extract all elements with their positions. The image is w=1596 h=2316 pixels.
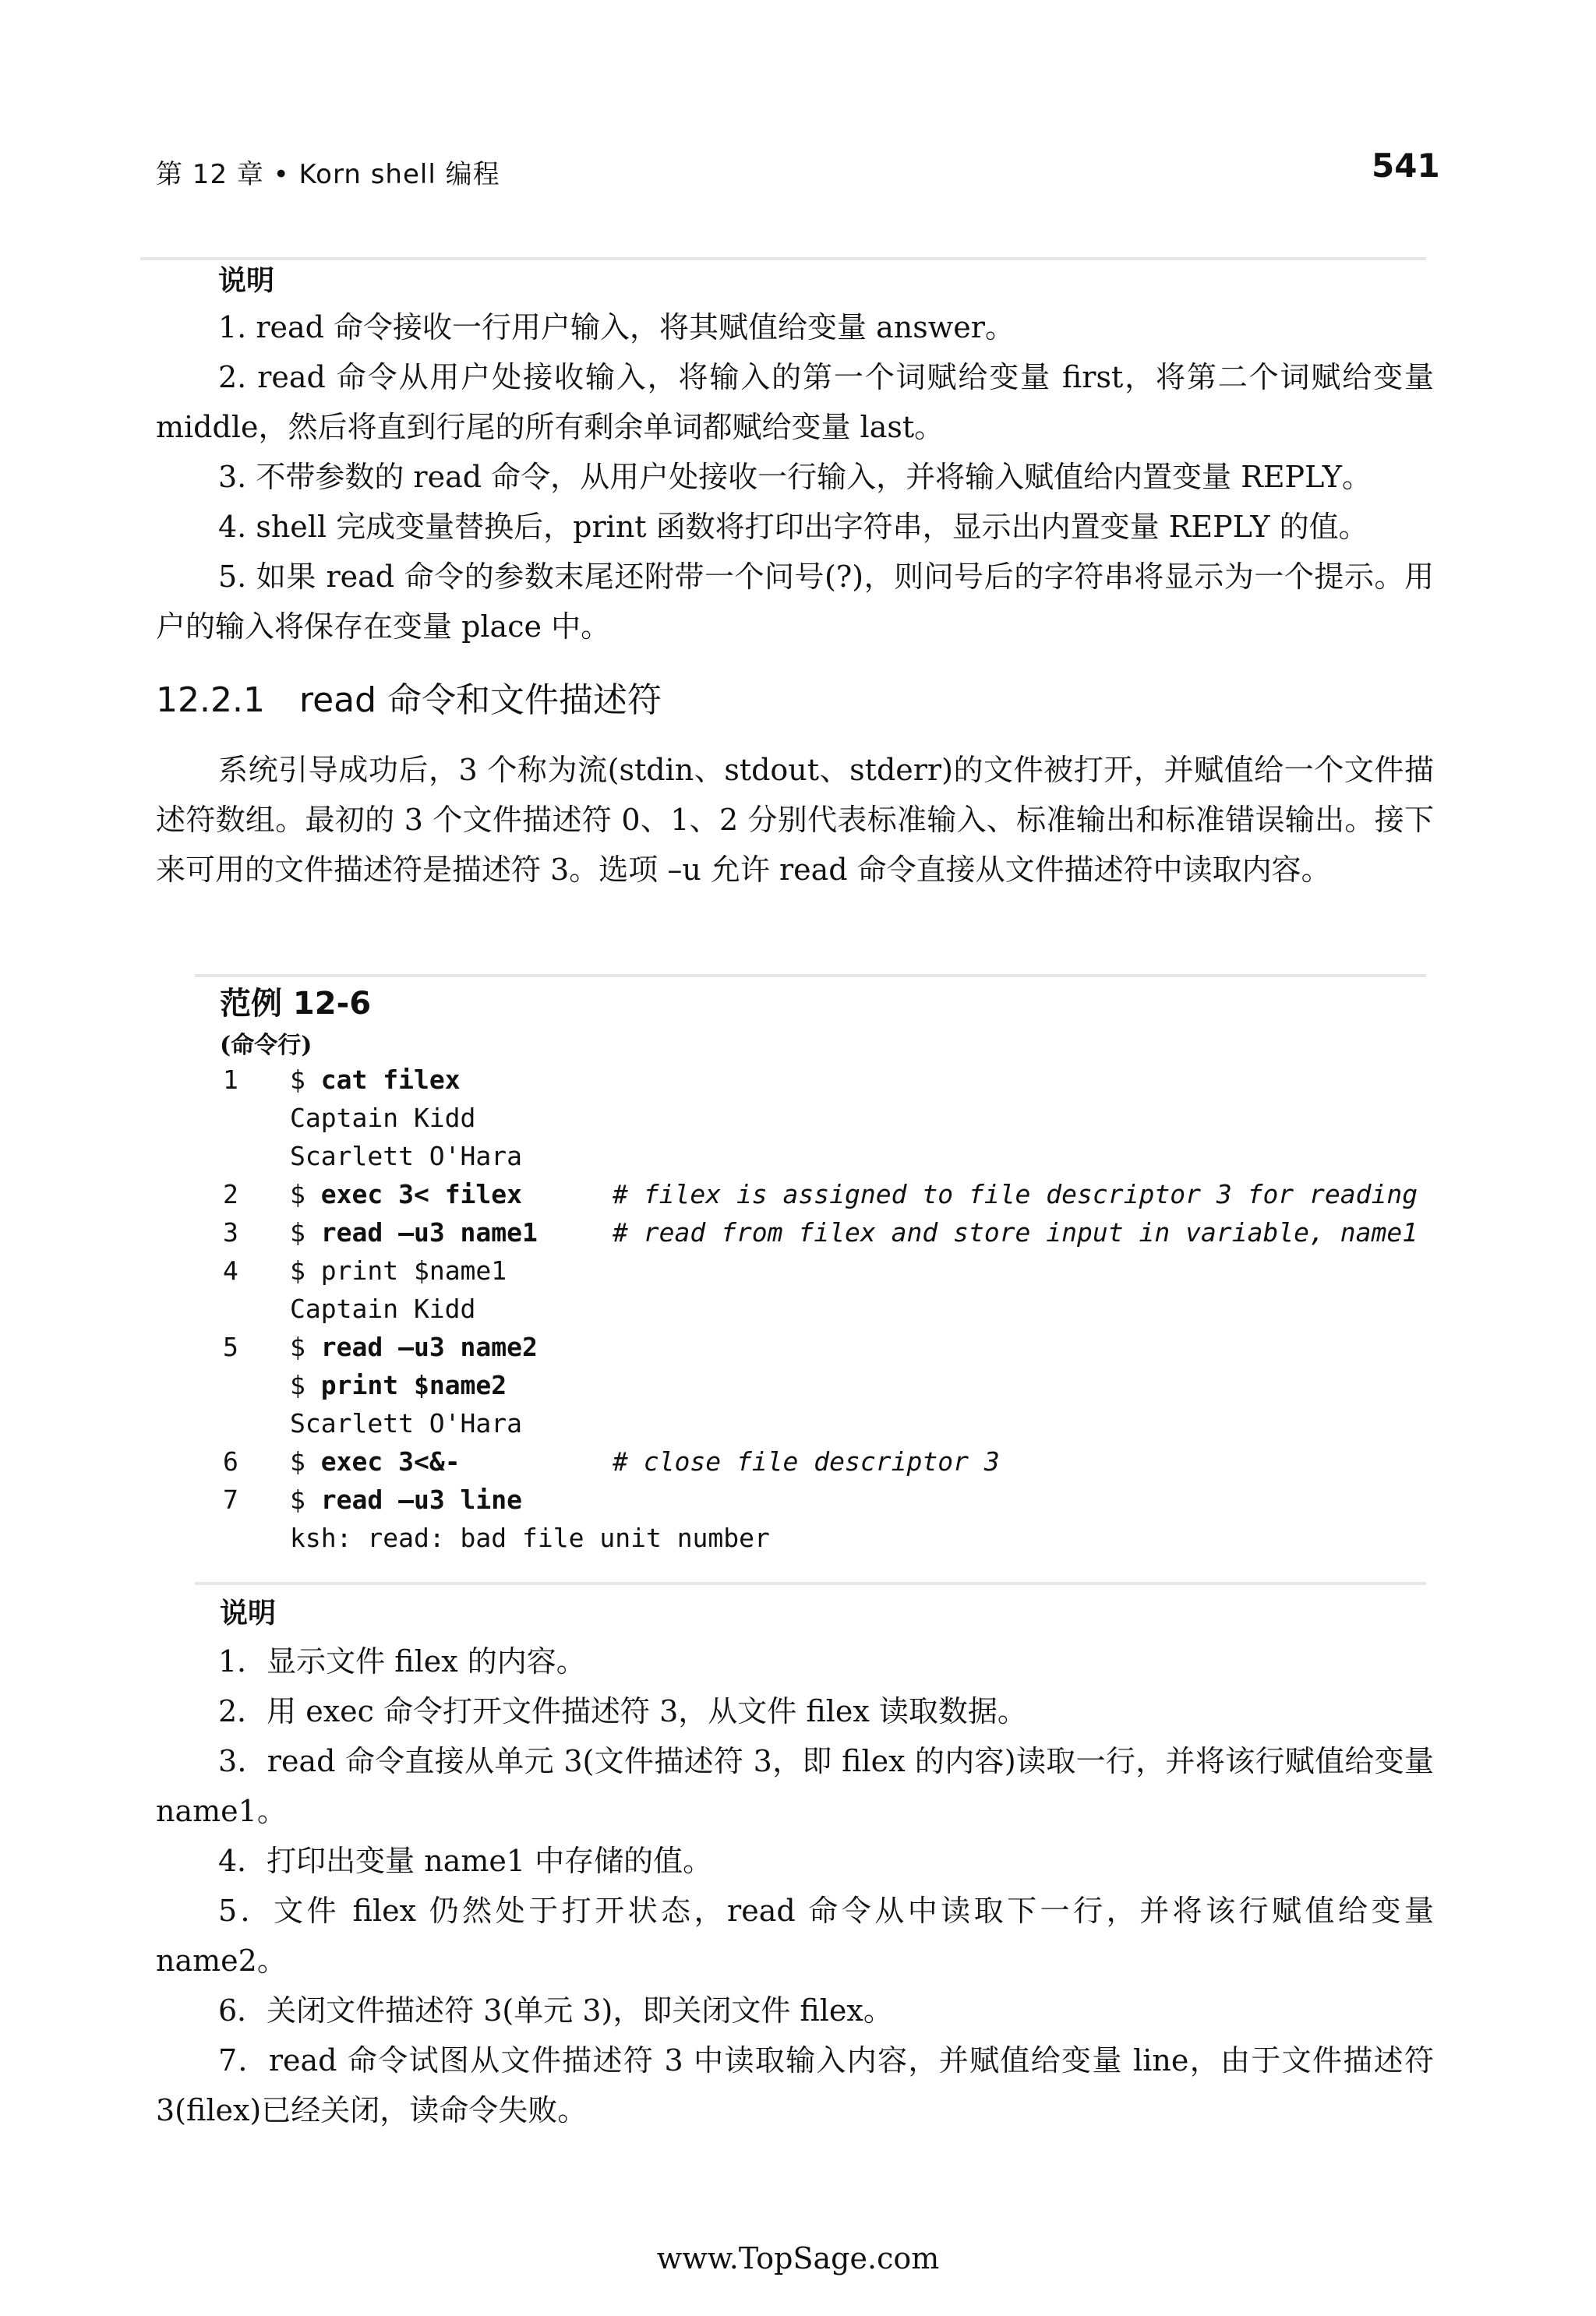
code-line	[290, 1370, 507, 1400]
code-line-number: 4	[223, 1255, 238, 1286]
code-text: exec 3<&-	[320, 1446, 461, 1477]
code-comment: # close file descriptor 3	[613, 1446, 1000, 1477]
section-body: 系统引导成功后，3 个称为流(stdin、stdout、stderr)的文件被打开，并赋值给一个文件描述符数组。最初的 3 个文件描述符 0、1、2 分别代表标准输入、标准输出和标准错误输出。接下来可用的文件描述符是描述符 3。选项 –u 允许 read 命令直接从文件描述符中读取内容。	[156, 753, 1434, 887]
code-text: ksh: read: bad file unit number	[290, 1523, 770, 1553]
code-text: exec 3< filex	[320, 1179, 523, 1209]
code-text: read –u3 line	[320, 1485, 523, 1515]
code-prompt: $	[290, 1446, 321, 1477]
code-prompt: $	[290, 1255, 321, 1286]
explanation-item: 1．显示文件 filex 的内容。	[218, 1644, 586, 1679]
section-title: 12.2.1 read 命令和文件描述符	[156, 680, 662, 720]
explanation-item: 2. read 命令从用户处接收输入，将输入的第一个词赋给变量 first，将第二个词赋给变量 middle，然后将直到行尾的所有剩余单词都赋给变量 last。	[156, 360, 1434, 444]
explanation-item: 2．用 exec 命令打开文件描述符 3，从文件 filex 读取数据。	[218, 1694, 1027, 1728]
code-text: Scarlett O'Hara	[290, 1408, 523, 1439]
explanation-item: 1. read 命令接收一行用户输入，将其赋值给变量 answer。	[218, 310, 1015, 344]
code-text: print $name1	[320, 1255, 507, 1286]
code-line	[290, 1141, 522, 1171]
explanation-item: 3．read 命令直接从单元 3(文件描述符 3，即 filex 的内容)读取一行，并将该行赋值给变量 name1。	[156, 1744, 1434, 1828]
scan-noise	[195, 974, 1426, 977]
code-line	[290, 1332, 538, 1362]
scan-noise	[140, 257, 1426, 260]
code-line-number: 2	[223, 1179, 238, 1209]
code-line	[290, 1446, 461, 1477]
code-text: read –u3 name2	[320, 1332, 538, 1362]
code-text: Scarlett O'Hara	[290, 1141, 523, 1171]
code-line-number: 5	[223, 1332, 238, 1362]
code-text: print $name2	[320, 1370, 507, 1400]
code-line	[290, 1485, 522, 1515]
code-line	[290, 1294, 475, 1324]
scan-noise	[195, 1582, 1426, 1585]
code-text: Captain Kidd	[290, 1294, 476, 1324]
code-comment: # filex is assigned to file descriptor 3 for reading	[613, 1179, 1418, 1209]
explanation-item: 5. 如果 read 命令的参数末尾还附带一个问号(?)，则问号后的字符串将显示为一个提示。用户的输入将保存在变量 place 中。	[156, 560, 1434, 644]
code-prompt: $	[290, 1332, 321, 1362]
explanation-item: 5．文件 filex 仍然处于打开状态，read 命令从中读取下一行，并将该行赋值给变量 name2。	[156, 1894, 1434, 1978]
code-prompt: $	[290, 1064, 321, 1095]
explanation-item: 6．关闭文件描述符 3(单元 3)，即关闭文件 filex。	[218, 1993, 893, 2028]
code-line	[290, 1408, 522, 1439]
code-text: cat filex	[320, 1064, 461, 1095]
code-line	[290, 1255, 507, 1286]
explanation-item: 4．打印出变量 name1 中存储的值。	[218, 1844, 713, 1878]
code-prompt: $	[290, 1217, 321, 1248]
code-line-number: 6	[223, 1446, 238, 1477]
example-title: 范例 12-6	[220, 986, 372, 1022]
code-comment: # read from filex and store input in variable, name1	[613, 1217, 1418, 1248]
code-line	[290, 1179, 522, 1209]
explanation-heading: 说明	[220, 1598, 277, 1629]
code-prompt: $	[290, 1485, 321, 1515]
explanation-item: 3. 不带参数的 read 命令，从用户处接收一行输入，并将输入赋值给内置变量 REPLY。	[218, 460, 1372, 494]
code-prompt: $	[290, 1179, 321, 1209]
code-prompt: $	[290, 1370, 321, 1400]
code-text: Captain Kidd	[290, 1103, 476, 1133]
footer-url: www.TopSage.com	[656, 2241, 940, 2275]
code-line	[290, 1103, 475, 1133]
code-line	[290, 1064, 461, 1095]
code-line	[290, 1217, 538, 1248]
code-line-number: 7	[223, 1485, 238, 1515]
code-text: read –u3 name1	[320, 1217, 538, 1248]
code-line-number: 1	[223, 1064, 238, 1095]
chapter-header: 第 12 章 • Korn shell 编程	[156, 159, 500, 190]
explanation-heading: 说明	[218, 265, 275, 297]
explanation-item: 7．read 命令试图从文件描述符 3 中读取输入内容，并赋值给变量 line，由于文件描述符 3(filex)已经关闭，读命令失败。	[156, 2043, 1434, 2127]
explanation-item: 4. shell 完成变量替换后，print 函数将打印出字符串，显示出内置变量 REPLY 的值。	[218, 510, 1368, 544]
code-line	[290, 1523, 770, 1553]
code-line-number: 3	[223, 1217, 238, 1248]
example-label: (命令行)	[220, 1032, 312, 1059]
page-number: 541	[1372, 147, 1440, 185]
